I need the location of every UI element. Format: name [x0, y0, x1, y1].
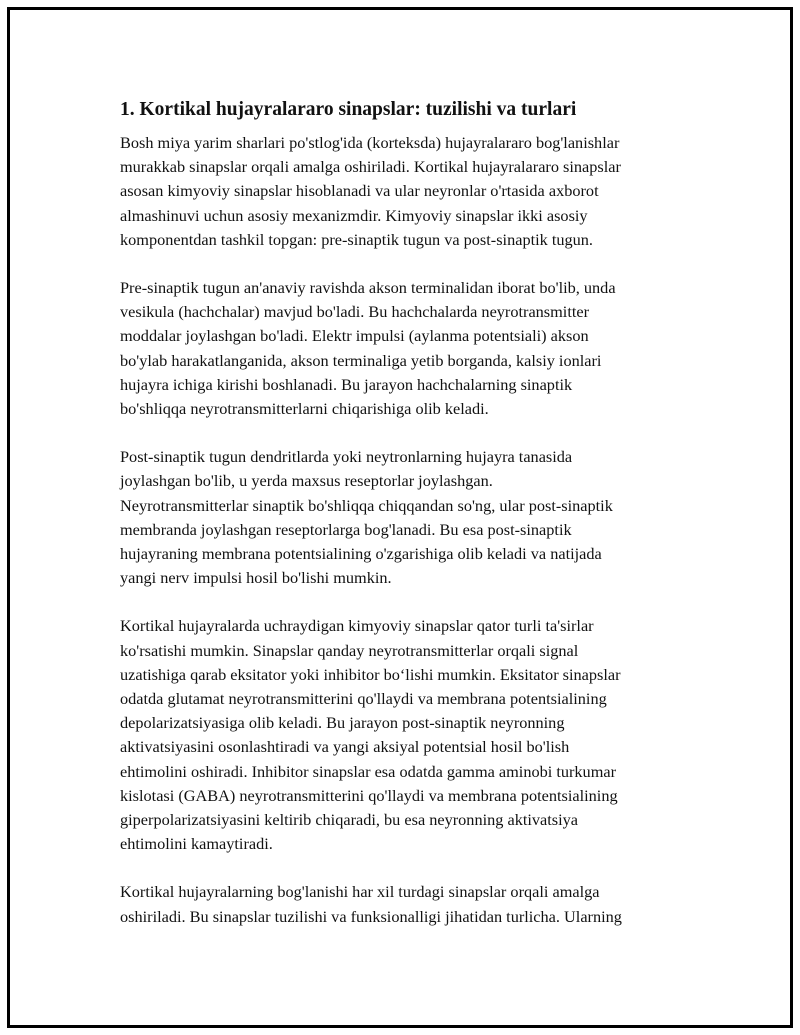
paragraph-line: membranda joylashgan reseptorlarga bog'lanadi. Bu esa post-sinaptik [120, 519, 572, 539]
paragraph-line: Neyrotransmitterlar sinaptik bo'shliqqa chiqqandan so'ng, ular post-sinaptik [120, 495, 613, 515]
paragraph-line: Pre-sinaptik tugun an'anaviy ravishda akson terminalidan iborat bo'lib, unda [120, 278, 616, 298]
paragraph-line: kislotasi (GABA) neyrotransmitterini qo'llaydi va membrana potentsialining [120, 785, 618, 805]
paragraph-line: giperpolarizatsiyasini keltirib chiqaradi, bu esa neyronning aktivatsiya [120, 810, 578, 830]
paragraph-line: uzatishiga qarab eksitator yoki inhibitor bo‘lishi mumkin. Eksitator sinapslar [120, 664, 621, 684]
paragraph-line: asosan kimyoviy sinapslar hisoblanadi va ular neyronlar o'rtasida axborot [120, 181, 599, 201]
paragraph-line: oshiriladi. Bu sinapslar tuzilishi va funksionalligi jihatidan turlicha. Ularning [120, 906, 622, 926]
paragraph-line: aktivatsiyasini osonlashtiradi va yangi aksiyal potentsial hosil bo'lish [120, 737, 570, 757]
body-paragraph [120, 614, 700, 856]
paragraph-line: odatda glutamat neyrotransmitterini qo'llaydi va membrana potentsialining [120, 689, 607, 709]
body-paragraph [120, 131, 700, 252]
paragraph-line: murakkab sinapslar orqali amalga oshiriladi. Kortikal hujayralararo sinapslar [120, 157, 621, 177]
paragraph-line: bo'ylab harakatlanganida, akson terminaliga yetib borganda, kalsiy ionlari [120, 350, 602, 370]
paragraph-list [120, 131, 700, 929]
paragraph-line: Bosh miya yarim sharlari po'stlog'ida (korteksda) hujayralararo bog'lanishlar [120, 133, 620, 152]
paragraph-line: yangi nerv impulsi hosil bo'lishi mumkin. [120, 568, 392, 588]
paragraph-line: Post-sinaptik tugun dendritlarda yoki neytronlarning hujayra tanasida [120, 447, 573, 467]
paragraph-line: depolarizatsiyasiga olib keladi. Bu jarayon post-sinaptik neyronning [120, 713, 565, 733]
paragraph-line: almashinuvi uchun asosiy mexanizmdir. Kimyoviy sinapslar ikki asosiy [120, 205, 588, 225]
paragraph-line: hujayraning membrana potentsialining o'zgarishiga olib keladi va natijada [120, 544, 602, 564]
body-paragraph [120, 445, 700, 590]
page-frame [7, 7, 793, 1028]
paragraph-line: ko'rsatishi mumkin. Sinapslar qanday neyrotransmitterlar orqali signal [120, 640, 579, 660]
document-content [120, 97, 700, 953]
paragraph-line: bo'shliqqa neyrotransmitterlarni chiqarishiga olib keladi. [120, 399, 489, 419]
paragraph-line: moddalar joylashgan bo'ladi. Elektr impulsi (aylanma potentsiali) akson [120, 326, 589, 346]
paragraph-line: hujayra ichiga kirishi boshlanadi. Bu jarayon hachchalarning sinaptik [120, 374, 573, 394]
paragraph-line: ehtimolini kamaytiradi. [120, 834, 273, 854]
paragraph-line: Kortikal hujayralarda uchraydigan kimyoviy sinapslar qator turli ta'sirlar [120, 616, 594, 636]
paragraph-line: Kortikal hujayralarning bog'lanishi har xil turdagi sinapslar orqali amalga [120, 882, 600, 902]
body-paragraph [120, 880, 700, 928]
paragraph-line: vesikula (hachchalar) mavjud bo'ladi. Bu hachchalarda neyrotransmitter [120, 302, 590, 322]
paragraph-line: komponentdan tashkil topgan: pre-sinaptik tugun va post-sinaptik tugun. [120, 229, 593, 249]
paragraph-line: ehtimolini oshiradi. Inhibitor sinapslar esa odatda gamma aminobi turkumar [120, 761, 617, 781]
paragraph-line: joylashgan bo'lib, u yerda maxsus reseptorlar joylashgan. [120, 471, 493, 491]
section-heading: 1. Kortikal hujayralararo sinapslar: tuzilishi va turlari [120, 99, 577, 120]
body-paragraph [120, 276, 700, 421]
